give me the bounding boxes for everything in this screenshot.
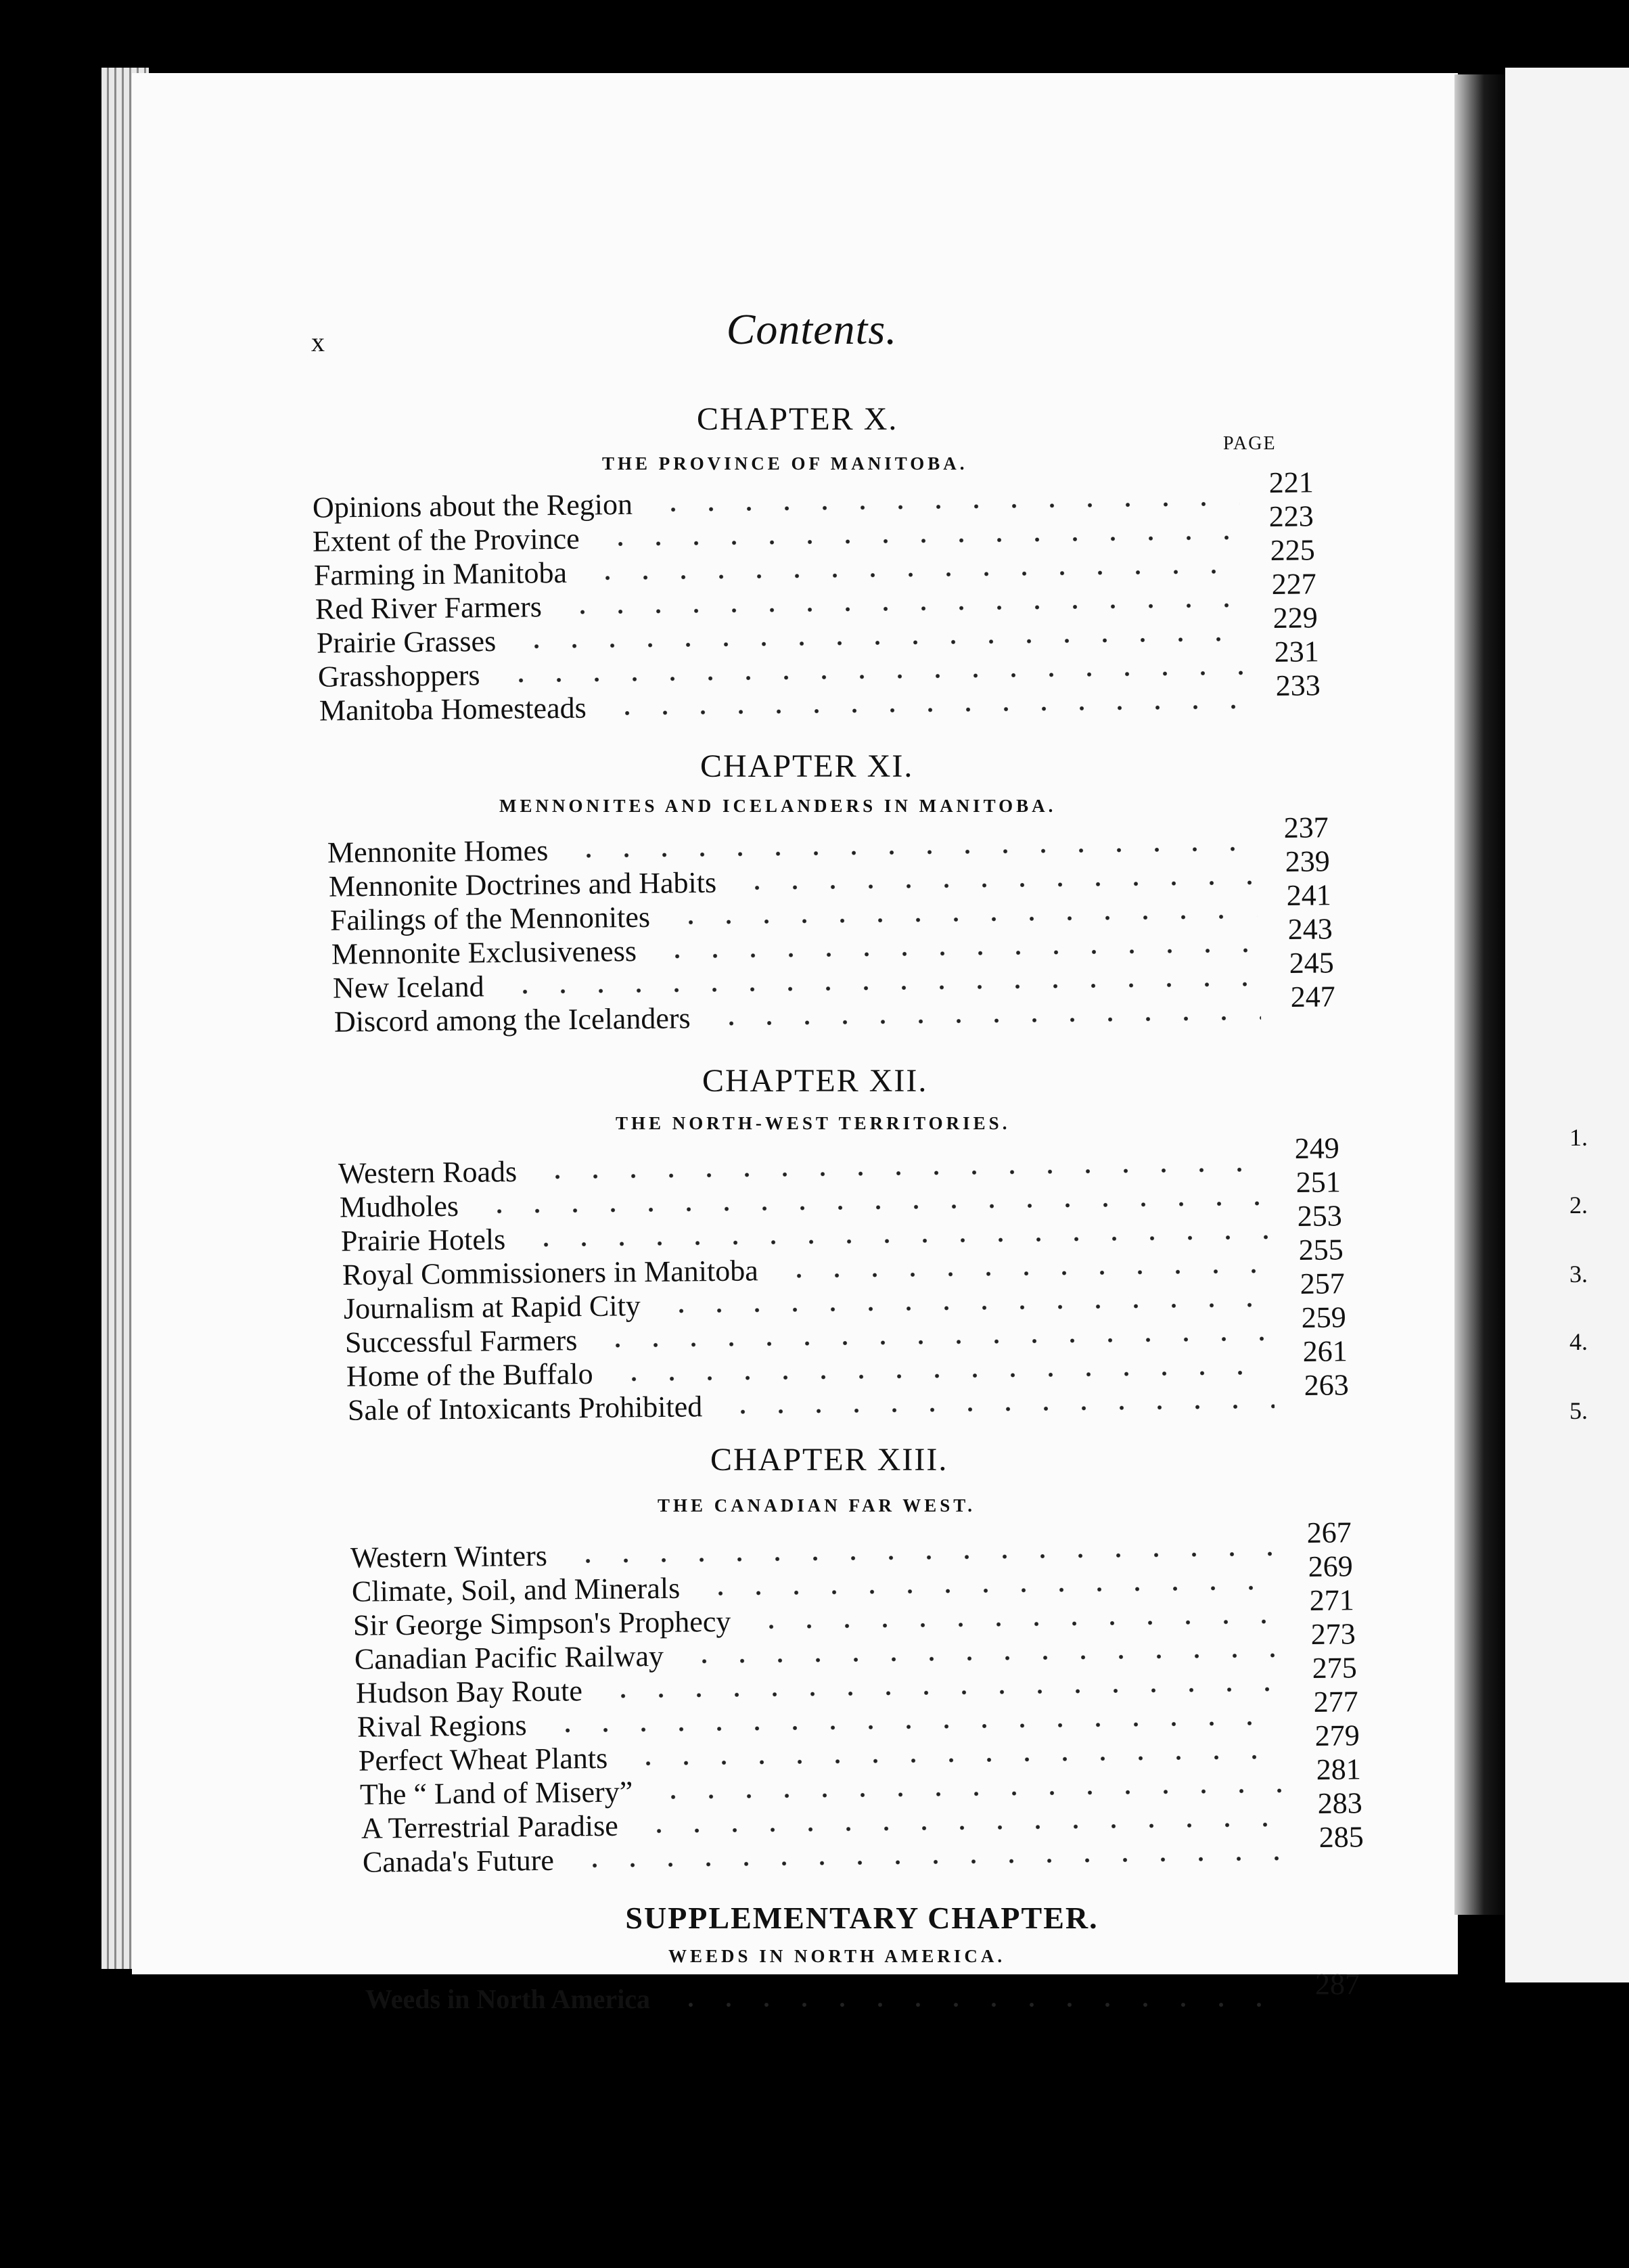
toc-entry-page: 273: [1310, 1617, 1356, 1651]
toc-entry-title: Grasshoppers: [317, 658, 480, 694]
facing-page-number: 3.: [1569, 1261, 1588, 1288]
toc-entry-page: 267: [1306, 1516, 1352, 1549]
toc-entry-title: Rival Regions: [357, 1708, 527, 1744]
toc-entry-page: 223: [1268, 499, 1314, 533]
toc-entry-title: Canada's Future: [362, 1843, 555, 1879]
toc-entry-title: Successful Farmers: [344, 1323, 578, 1359]
toc-entry-page: 285: [1318, 1820, 1364, 1854]
chapter-subtitle: THE PROVINCE OF MANITOBA.: [602, 453, 968, 474]
toc-entry-title: New Iceland: [332, 970, 484, 1005]
toc-entry-title: Discord among the Icelanders: [334, 1001, 691, 1039]
dot-leader: [601, 1369, 1274, 1382]
dot-leader: [550, 602, 1242, 616]
toc-entry-title: The “ Land of Misery”: [359, 1775, 633, 1811]
dot-leader: [591, 1685, 1283, 1700]
dot-leader: [556, 845, 1254, 859]
dot-leader: [725, 879, 1256, 891]
running-head: Contents.: [726, 305, 898, 353]
dot-leader: [710, 1403, 1275, 1415]
dot-leader: [595, 703, 1246, 717]
toc-entry-title: Prairie Hotels: [340, 1223, 506, 1258]
dot-leader: [766, 1267, 1269, 1279]
toc-entry-page: 275: [1312, 1651, 1357, 1685]
toc-entry-title: Royal Commissioners in Manitoba: [342, 1254, 759, 1292]
toc-entry-title: Canadian Pacific Railway: [354, 1639, 664, 1676]
toc-entry-page: 253: [1297, 1199, 1342, 1233]
toc-entry-page: 237: [1283, 811, 1329, 844]
dot-leader: [688, 1584, 1279, 1597]
supplementary-chapter-subtitle: WEEDS IN NORTH AMERICA.: [668, 1946, 1006, 1966]
toc-entry-page: 255: [1298, 1233, 1344, 1267]
toc-entry-page: 245: [1289, 946, 1334, 980]
toc-entry-page: 271: [1309, 1583, 1354, 1617]
dot-leader: [535, 1719, 1284, 1734]
toc-entry-page: 249: [1294, 1131, 1339, 1165]
facing-page-number: 2.: [1569, 1192, 1588, 1219]
facing-page-number: 1.: [1569, 1124, 1588, 1151]
toc-entry-title: Manitoba Homesteads: [319, 691, 587, 727]
toc-entry-page: 247: [1290, 980, 1335, 1014]
toc-entry-page: 279: [1314, 1719, 1360, 1752]
toc-entry-page: 241: [1286, 878, 1331, 912]
toc-entry-title: Western Winters: [350, 1539, 548, 1574]
chapter-title: CHAPTER XIII.: [710, 1442, 948, 1478]
toc-entry-title: Opinions about the Region: [312, 487, 633, 524]
toc-entry-title: Failings of the Mennonites: [329, 900, 651, 937]
toc-entry-page: 233: [1275, 668, 1321, 702]
toc-entry-title: Weeds in North America: [365, 1984, 651, 2014]
toc-entry-page: 239: [1285, 844, 1330, 878]
dot-leader: [513, 1233, 1268, 1248]
toc-entry-title: Home of the Buffalo: [346, 1357, 593, 1393]
dot-leader: [575, 568, 1241, 581]
toc-entry-title: Climate, Soil, and Minerals: [351, 1571, 681, 1608]
toc-entry-title: Perfect Wheat Plants: [358, 1741, 608, 1777]
toc-entry-title: Farming in Manitoba: [313, 555, 568, 592]
dot-leader: [562, 1855, 1289, 1869]
toc-entry-page: 277: [1313, 1685, 1358, 1719]
toc-entry-title: Mennonite Exclusiveness: [331, 934, 637, 971]
toc-entry-page: 263: [1304, 1368, 1349, 1402]
chapter-title: CHAPTER XI.: [700, 748, 914, 784]
dot-leader: [492, 980, 1260, 995]
dot-leader: [585, 1335, 1272, 1349]
dot-leader: [699, 1014, 1261, 1027]
toc-entry-page: 281: [1316, 1752, 1361, 1786]
facing-page-number: 4.: [1569, 1328, 1588, 1355]
toc-entry-page: 221: [1268, 466, 1314, 499]
toc-entry-page: 257: [1300, 1267, 1345, 1300]
dot-leader: [658, 913, 1257, 926]
dot-leader: [616, 1753, 1285, 1767]
toc-entry-title: Mennonite Doctrines and Habits: [328, 865, 717, 903]
toc-entry-page: 251: [1295, 1165, 1341, 1199]
toc-entry-page: 225: [1270, 533, 1315, 567]
toc-entry-page: 287: [1315, 1968, 1360, 2001]
dot-leader: [672, 1652, 1281, 1664]
toc-entry-page: 261: [1302, 1334, 1348, 1368]
toc-entry-title: Hudson Bay Route: [355, 1674, 583, 1710]
toc-entry-title: Extent of the Province: [312, 522, 580, 558]
dot-leader: [504, 635, 1243, 650]
gutter-shadow: [1454, 74, 1509, 1915]
dot-leader: [641, 1787, 1287, 1800]
facing-page-number: 5.: [1569, 1397, 1588, 1424]
toc-entry: [365, 1968, 1360, 2016]
chapter-subtitle: MENNONITES AND ICELANDERS IN MANITOBA.: [499, 796, 1057, 816]
page-column-label: PAGE: [1223, 433, 1277, 454]
toc-entry-title: A Terrestrial Paradise: [361, 1809, 619, 1845]
toc-entry-title: Mudholes: [339, 1189, 459, 1224]
dot-leader: [645, 947, 1258, 959]
toc-entry-page: 227: [1271, 567, 1316, 601]
chapter-title: CHAPTER X.: [697, 401, 898, 437]
dot-leader: [739, 1618, 1280, 1630]
dot-leader: [555, 1550, 1277, 1564]
dot-leader: [626, 1821, 1288, 1834]
toc-entry-page: 259: [1301, 1300, 1346, 1334]
dot-leader: [525, 1166, 1265, 1180]
toc-entry-title: Western Roads: [338, 1154, 518, 1190]
dot-leader: [588, 534, 1239, 547]
toc-entry-page: 243: [1287, 912, 1333, 946]
toc-entry-title: Sir George Simpson's Prophecy: [352, 1604, 731, 1642]
toc-entry-page: 269: [1308, 1549, 1353, 1583]
toc-entry-title: Red River Farmers: [315, 590, 543, 626]
chapter-subtitle: THE NORTH-WEST TERRITORIES.: [616, 1113, 1011, 1133]
dot-leader: [658, 2001, 1285, 2008]
chapter-subtitle: THE CANADIAN FAR WEST.: [658, 1495, 976, 1516]
toc-entry-title: Mennonite Homes: [327, 834, 549, 869]
dot-leader: [649, 1301, 1270, 1315]
page-number: x: [311, 327, 325, 357]
toc-entry-title: Journalism at Rapid City: [343, 1289, 641, 1325]
dot-leader: [467, 1200, 1266, 1215]
toc-entry-title: Sale of Intoxicants Prohibited: [347, 1390, 703, 1427]
facing-page: [1505, 68, 1629, 1982]
toc-entry-page: 231: [1274, 635, 1319, 668]
dot-leader: [641, 500, 1239, 513]
dot-leader: [488, 669, 1245, 684]
chapter-title: CHAPTER XII.: [702, 1063, 928, 1099]
toc-entry-title: Prairie Grasses: [316, 624, 497, 660]
toc-entry-page: 229: [1272, 601, 1318, 635]
toc-entry-page: 283: [1317, 1786, 1362, 1820]
supplementary-chapter-title: SUPPLEMENTARY CHAPTER.: [625, 1901, 1099, 1935]
